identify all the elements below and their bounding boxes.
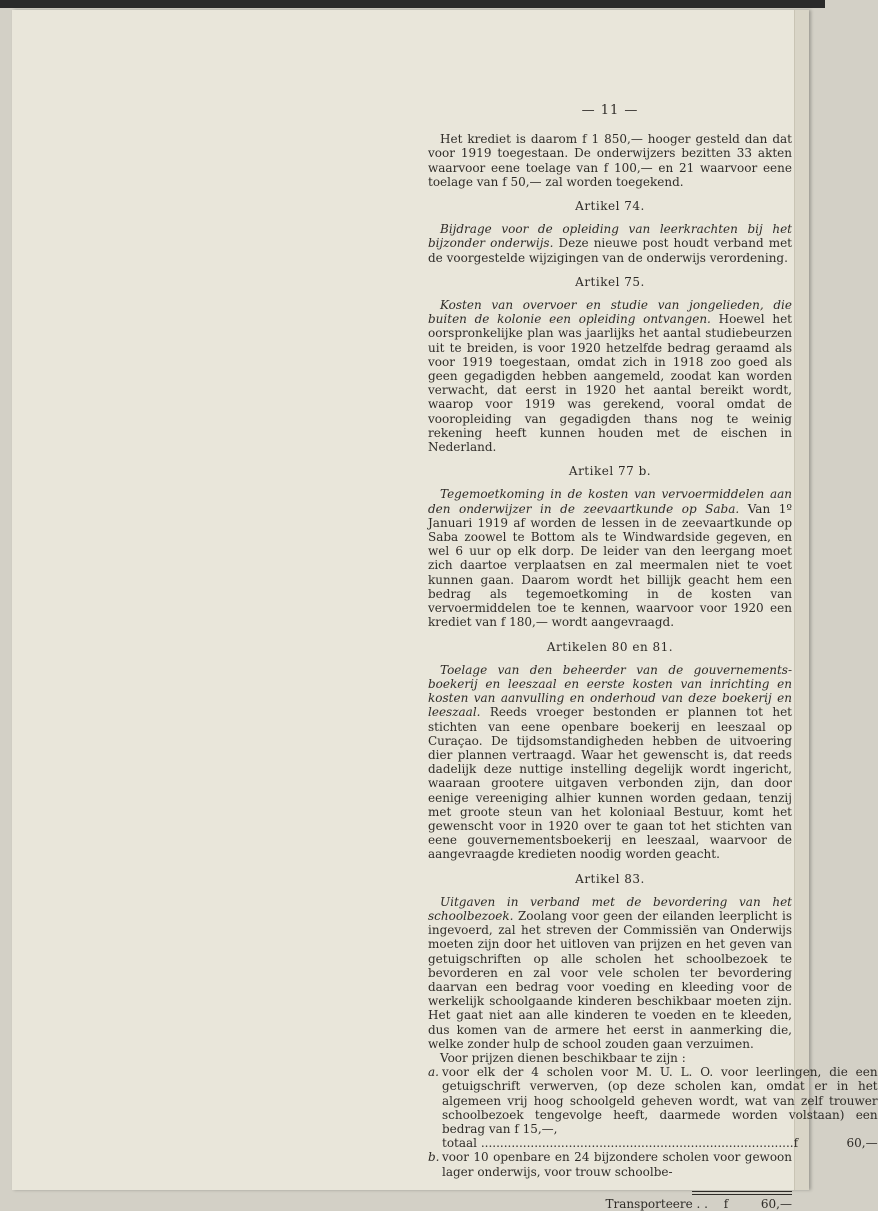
transport-label: Transporteere . . xyxy=(605,1196,708,1211)
section-paragraph xyxy=(428,487,792,629)
section-artikel-83 xyxy=(428,871,878,1179)
section-text: Reeds vroeger bestonden er plannen tot het stichten van eene openbare boekerij en leeszaal op Curaçao. De tijdsomstandigheden hebben de uitvoering dier plannen vertraagd. Waar het gewenscht is, dat reeds dadelijk deze nuttige instelling degelijk wordt ingericht, waaraan grootere uitgaven verbonden zijn, dan door eenige vereeniging alhier kunnen worden gedaan, tenzij met groote steun van het koloniaal Bestuur, komt het gewenscht voor in 1920 over te gaan tot het stichten van eene gouvernementsboekerij en leeszaal, waarvoor de aangevraagde kredieten noodig worden geacht. xyxy=(428,705,792,862)
section-paragraph xyxy=(428,663,792,862)
section-title: Bijdrage voor de opleiding van leerkrachten bij het bijzonder onderwijs. xyxy=(428,222,792,251)
transport-currency: f xyxy=(723,1196,729,1211)
section-title: Kosten van overvoer en studie van jongelieden, die buiten de kolonie een opleiding ontvangen. xyxy=(428,298,792,327)
currency-symbol: f xyxy=(793,1136,799,1151)
section-heading: Artikel 74. xyxy=(575,199,645,214)
transport-row xyxy=(428,1197,792,1211)
section-artikel-75 xyxy=(428,275,792,454)
intro-paragraph: Het krediet is daarom f 1 850,— hooger gesteld dan dat voor 1919 toegestaan. De onderwijzers bezitten 33 akten waarvoor eene toelage van f 100,— en 21 waarvoor eene toelage van f 50,— zal worden toegekend. xyxy=(428,132,792,189)
total-label: totaal xyxy=(442,1136,478,1151)
section-heading: Artikel 75. xyxy=(575,274,645,289)
section-text: Van 1º Januari 1919 af worden de lessen in de zeevaartkunde op Saba zoowel te Bottom als te Windwardside gegeven, en wel 6 uur op elk dorp. De leider van den leergang moet zich daartoe verplaatsen en zal meermalen niet te voet kunnen gaan. Daarom wordt het billijk geacht hem een bedrag als tegemoetkoming in de kosten van vervoermiddelen toe te kennen, waarvoor voor 1920 een krediet van f 180,— wordt aangevraagd. xyxy=(428,501,792,630)
scan-top-border xyxy=(0,0,825,8)
document-page xyxy=(12,10,878,1211)
total-leader xyxy=(442,1136,794,1150)
section-heading: Artikelen 80 en 81. xyxy=(546,639,674,654)
section-paragraph xyxy=(428,298,792,454)
section-heading: Artikel 83. xyxy=(575,871,645,886)
section-title: Uitgaven in verband met de bevordering van het schoolbezoek. xyxy=(428,894,792,923)
prizes-intro: Voor prijzen dienen beschikbaar te zijn : xyxy=(440,1050,686,1065)
section-artikel-74 xyxy=(428,199,792,265)
section-text: Hoewel het oorspronkelijke plan was jaarlijks het aantal studiebeurzen uit te breiden, is voor 1920 hetzelfde bedrag geraamd als voor 1919 toegestaan, omdat zich in 1918 zoo goed als geen gegadigden hebben aangemeld, zoodat kan worden verwacht, dat eerst in 1920 het aantal bereikt wordt, waarop voor 1919 was gerekend, vooral omdat de vooropleiding van gegadigden thans nog te weinig rekening heeft kunnen houden met de eischen in Nederland. xyxy=(428,312,792,455)
dot-leader: .................................................................................. xyxy=(477,1136,794,1151)
page-edge xyxy=(794,10,809,1190)
item-label: b. xyxy=(428,1150,440,1165)
page-number: — 11 — xyxy=(581,103,639,118)
item-total-row xyxy=(442,1136,878,1150)
section-paragraph xyxy=(428,895,792,1051)
section-artikel-77b xyxy=(428,464,792,629)
list-item-b xyxy=(428,1150,792,1178)
item-text: voor elk der 4 scholen voor M. U. L. O. voor leerlingen, die een getuigschrift verwerven, (op deze scholen kan, omdat er in het algemeen vrij hoog schoolgeld geheven wordt, wat van zelf trouwer schoolbezoek tengevolge heeft, daarmede worden volstaan) een bedrag van f 15,—, xyxy=(442,1065,878,1136)
text-column xyxy=(428,103,878,1211)
item-text: voor 10 openbare en 24 bijzondere scholen voor gewoon lager onderwijs, voor trouw schoolbe- xyxy=(442,1150,792,1179)
item-label: a. xyxy=(428,1065,439,1080)
section-artikelen-80-81 xyxy=(428,640,792,862)
section-title: Toelage van den beheerder van de gouvernements-boekerij en leeszaal en eerste kosten van inrichting en kosten van aanvulling en onderhoud van deze boekerij en leeszaal. xyxy=(428,662,792,720)
transport-amount: 60,— xyxy=(760,1196,792,1211)
list-item-a xyxy=(428,1065,878,1151)
item-body xyxy=(442,1065,878,1150)
section-heading: Artikel 77 b. xyxy=(568,464,652,479)
section-text: Zoolang voor geen der eilanden leerplicht is ingevoerd, zal het streven der Commissiën van Onderwijs moeten zijn door het uitloven van prijzen en het geven van getuigschriften op alle scholen het schoolbezoek te bevorderen en zal voor vele scholen ter bevordering daarvan een bedrag voor voeding en kleeding voor de werkelijk schoolgaande kinderen beschikbaar moeten zijn. Het gaat niet aan alle kinderen te voeden en te kleeden, dus komen van de armere het eerst in aanmerking die, welke zonder hulp de school zouden gaan verzuimen. xyxy=(428,908,792,1051)
section-title: Tegemoetkoming in de kosten van vervoermiddelen aan den onderwijzer in de zeevaartkunde op Saba. xyxy=(428,487,792,516)
total-amount: 60,— xyxy=(846,1136,878,1151)
section-text: Deze nieuwe post houdt verband met de voorgestelde wijzigingen van de onderwijs verordening. xyxy=(428,236,792,265)
section-paragraph xyxy=(428,222,792,265)
double-rule xyxy=(692,1191,792,1195)
